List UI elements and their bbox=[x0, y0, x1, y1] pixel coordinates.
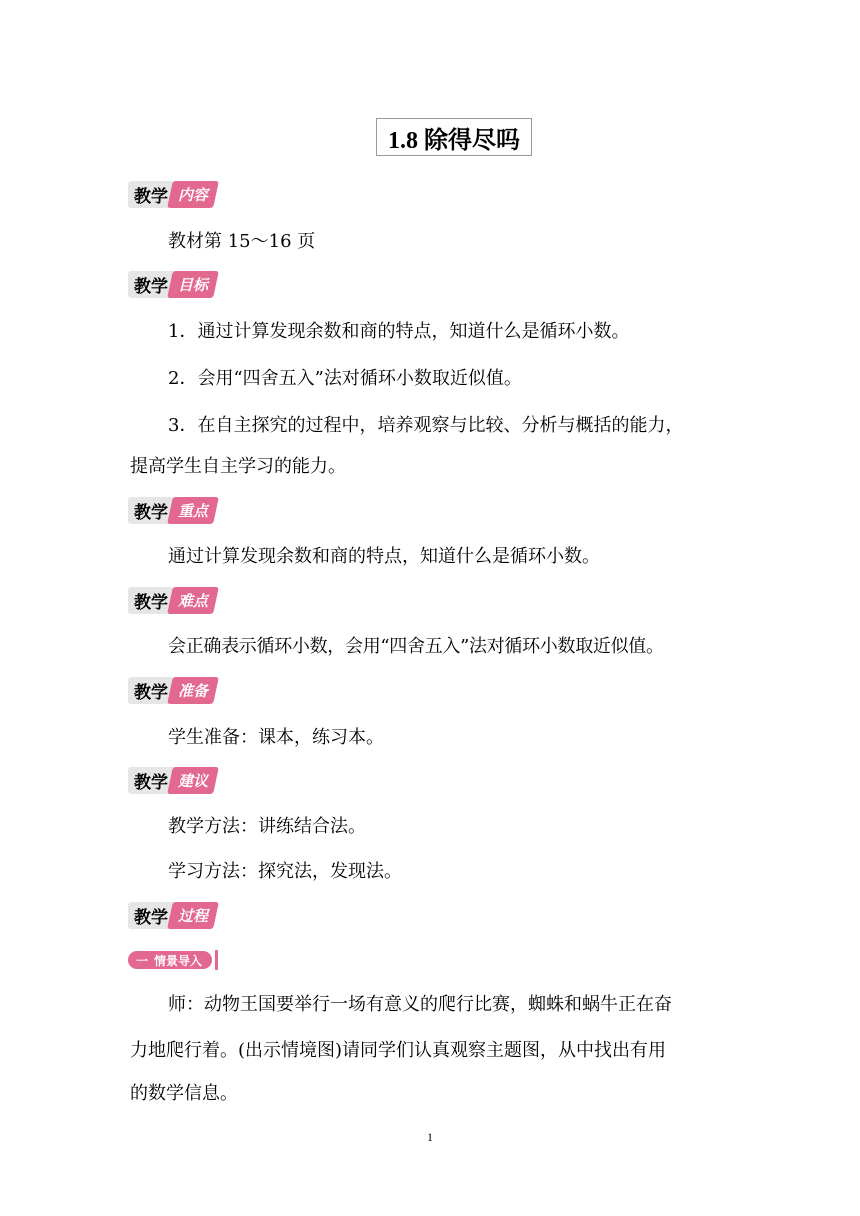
teaching-method: 教学方法：讲练结合法。 bbox=[168, 816, 366, 837]
section-tag-goals bbox=[128, 271, 216, 298]
goal-item-2: 2．会用“四舍五入”法对循环小数取近似值。 bbox=[168, 368, 522, 389]
content-text: 教材第 15～16 页 bbox=[168, 231, 316, 252]
page-number: 1 bbox=[427, 1130, 433, 1144]
section-tag-process bbox=[128, 902, 216, 929]
tag-label-left: 教学 bbox=[128, 497, 174, 524]
goal-item-3: 3．在自主探究的过程中，培养观察与比较、分析与概括的能力， bbox=[168, 415, 684, 436]
learning-method: 学习方法：探究法，发现法。 bbox=[168, 861, 402, 882]
section-tag-key-point bbox=[128, 497, 216, 524]
section-tag-preparation bbox=[128, 677, 216, 704]
preparation-text: 学生准备：课本，练习本。 bbox=[168, 727, 384, 748]
goal-item-1: 1．通过计算发现余数和商的特点，知道什么是循环小数。 bbox=[168, 321, 630, 342]
process-line-3: 的数学信息。 bbox=[130, 1083, 238, 1104]
tag-label-right: 过程 bbox=[167, 902, 219, 929]
goal-item-3-cont: 提高学生自主学习的能力。 bbox=[130, 456, 346, 477]
tag-label-left: 教学 bbox=[128, 677, 174, 704]
tag-label-left: 教学 bbox=[128, 271, 174, 298]
section-tag-content bbox=[128, 181, 216, 208]
process-line-1: 师：动物王国要举行一场有意义的爬行比赛，蜘蛛和蜗牛正在奋 bbox=[168, 994, 672, 1015]
tag-label-right: 准备 bbox=[167, 677, 219, 704]
subsection-label: 情景导入 bbox=[154, 953, 203, 968]
subsection-number: 一 bbox=[136, 953, 149, 968]
tag-label-right: 重点 bbox=[167, 497, 219, 524]
section-tag-difficulty bbox=[128, 587, 216, 614]
tag-label-left: 教学 bbox=[128, 902, 174, 929]
page-title: 1.8 除得尽吗 bbox=[376, 118, 532, 156]
tag-label-right: 目标 bbox=[167, 271, 219, 298]
tag-label-right: 难点 bbox=[167, 587, 219, 614]
subsection-bar bbox=[215, 950, 218, 970]
tag-label-right: 内容 bbox=[167, 181, 219, 208]
process-line-2: 力地爬行着。(出示情境图)请同学们认真观察主题图，从中找出有用 bbox=[130, 1040, 667, 1061]
tag-label-right: 建议 bbox=[167, 767, 219, 794]
tag-label-left: 教学 bbox=[128, 767, 174, 794]
subsection-pill bbox=[128, 951, 212, 969]
tag-label-left: 教学 bbox=[128, 587, 174, 614]
difficulty-text: 会正确表示循环小数，会用“四舍五入”法对循环小数取近似值。 bbox=[168, 636, 664, 657]
key-point-text: 通过计算发现余数和商的特点，知道什么是循环小数。 bbox=[168, 546, 600, 567]
subsection-tag-intro bbox=[128, 950, 218, 970]
tag-label-left: 教学 bbox=[128, 181, 174, 208]
section-tag-suggestion bbox=[128, 767, 216, 794]
